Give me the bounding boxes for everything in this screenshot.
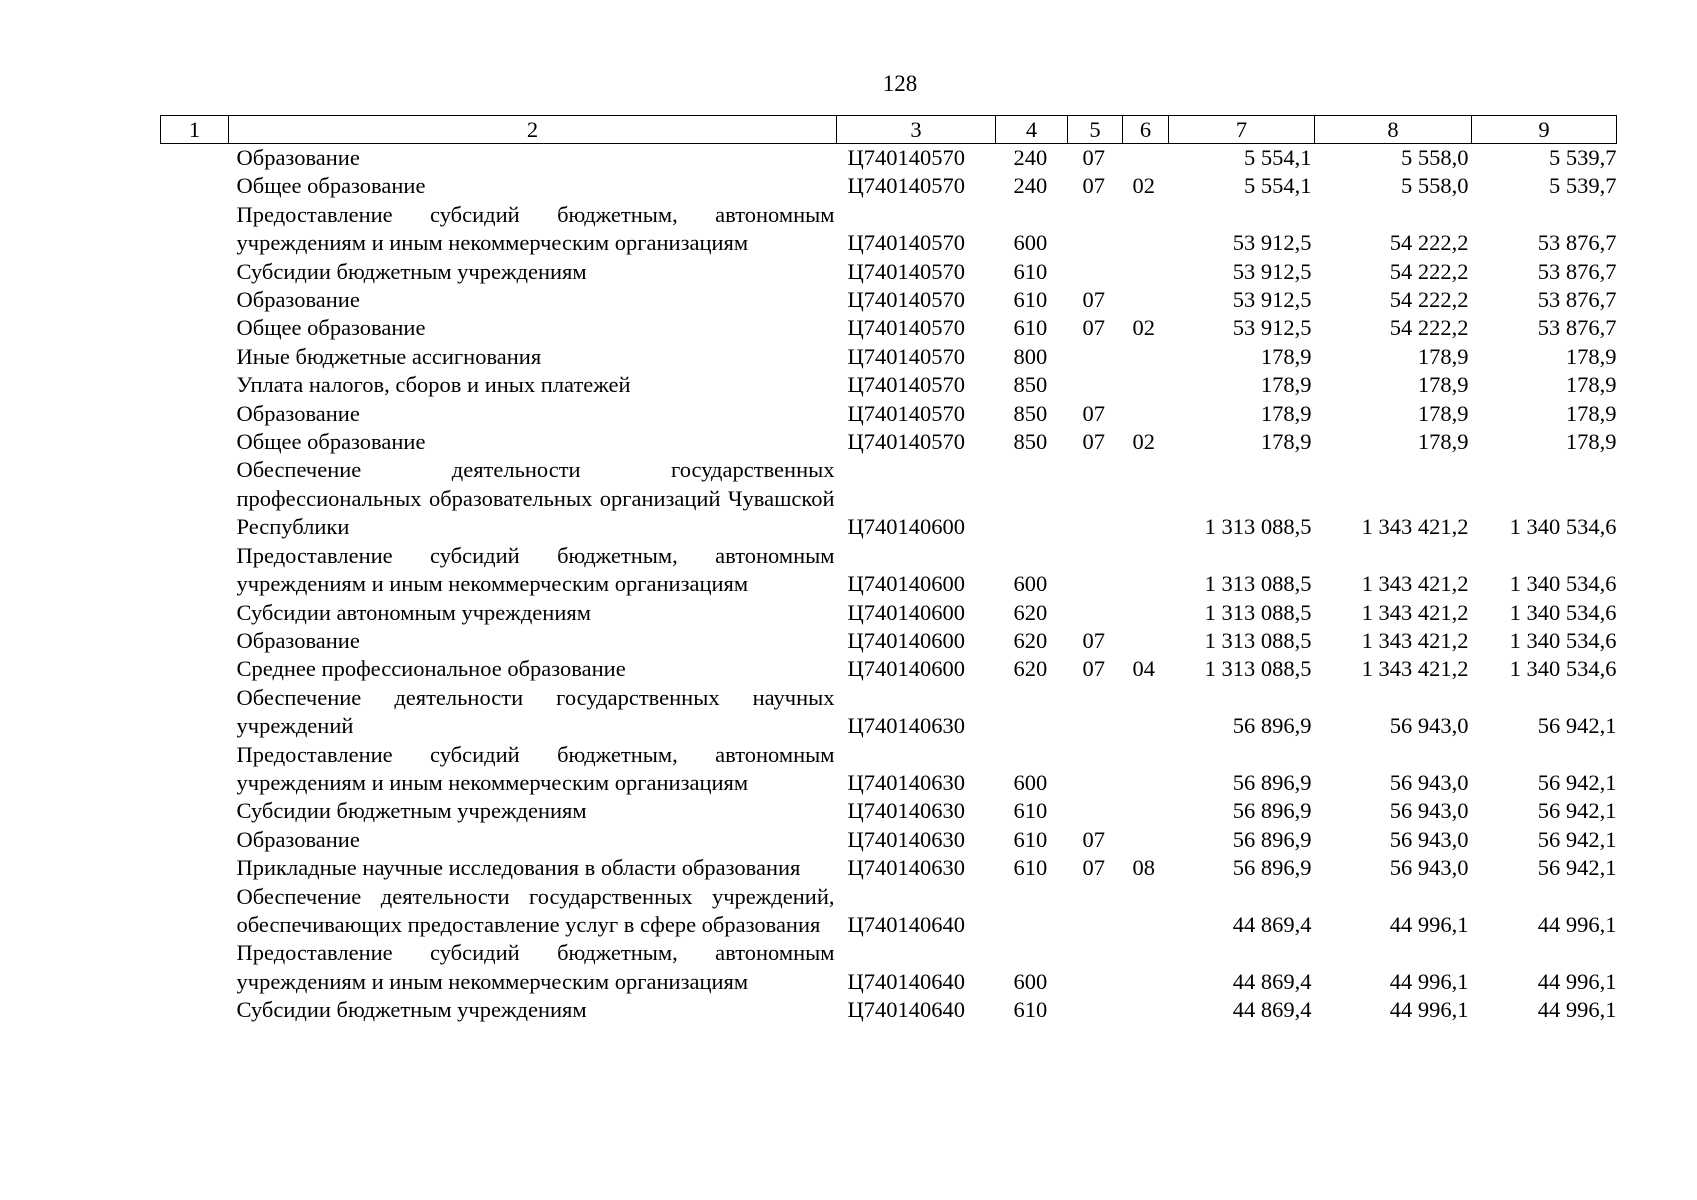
row-col-4: 240 xyxy=(1013,145,1048,170)
table-row xyxy=(161,201,1617,258)
row-name: Обеспечение деятельности государственных профессиональных образовательных организаций Чувашской Республики xyxy=(236,457,835,540)
row-col-6 xyxy=(1123,201,1169,258)
col-1-cell xyxy=(161,314,229,342)
row-col-4 xyxy=(996,684,1068,741)
row-col-6 xyxy=(1123,996,1169,1024)
row-name: Субсидии бюджетным учреждениям xyxy=(236,258,587,284)
row-value-8: 54 222,2 xyxy=(1389,315,1469,341)
row-code: Ц740140640 xyxy=(847,997,965,1023)
header-col-5: 5 xyxy=(1068,116,1123,144)
row-code: Ц740140640 xyxy=(847,911,965,937)
row-col-4: 850 xyxy=(1013,400,1048,426)
row-col-4: 600 xyxy=(1013,968,1048,994)
table-row xyxy=(161,456,1617,541)
row-value-7: 178,9 xyxy=(1260,343,1312,369)
row-value-9: 5 539,7 xyxy=(1549,173,1617,199)
row-code: Ц740140600 xyxy=(847,627,965,653)
col-1-cell xyxy=(161,371,229,399)
col-1-cell xyxy=(161,144,229,173)
row-name: Обеспечение деятельности государственных научных учреждений xyxy=(236,684,835,739)
row-col-5 xyxy=(1068,456,1123,541)
row-name: Предоставление субсидий бюджетным, автономным учреждениям и иным некоммерческим организациям xyxy=(236,741,835,795)
row-value-8: 56 943,0 xyxy=(1389,713,1469,739)
row-value-7: 56 896,9 xyxy=(1232,713,1312,739)
row-col-4: 610 xyxy=(1013,826,1048,852)
row-col-4: 800 xyxy=(1013,343,1048,369)
table-row xyxy=(161,655,1617,683)
row-value-8: 5 558,0 xyxy=(1401,145,1469,170)
row-code: Ц740140630 xyxy=(847,713,965,739)
row-col-6 xyxy=(1123,599,1169,627)
row-code: Ц740140570 xyxy=(847,429,965,455)
row-col-6 xyxy=(1123,797,1169,825)
row-value-7: 56 896,9 xyxy=(1232,798,1312,824)
row-col-6 xyxy=(1123,627,1169,655)
header-col-7: 7 xyxy=(1169,116,1315,144)
row-name: Образование xyxy=(236,400,360,426)
row-col-5 xyxy=(1068,371,1123,399)
col-1-cell xyxy=(161,797,229,825)
row-code: Ц740140570 xyxy=(847,173,965,199)
row-col-5 xyxy=(1068,599,1123,627)
row-value-8: 1 343 421,2 xyxy=(1361,656,1469,682)
row-value-9: 56 942,1 xyxy=(1537,769,1617,795)
row-value-7: 5 554,1 xyxy=(1244,145,1312,170)
row-col-5: 07 xyxy=(1082,429,1105,455)
row-code: Ц740140570 xyxy=(847,343,965,369)
row-value-9: 53 876,7 xyxy=(1537,258,1617,284)
row-col-4: 850 xyxy=(1013,372,1048,398)
row-col-5: 07 xyxy=(1082,627,1105,653)
row-col-4: 600 xyxy=(1013,769,1048,795)
row-col-4: 610 xyxy=(1013,997,1048,1023)
row-value-7: 1 313 088,5 xyxy=(1204,627,1312,653)
row-col-4: 610 xyxy=(1013,798,1048,824)
header-col-3: 3 xyxy=(837,116,996,144)
col-1-cell xyxy=(161,258,229,286)
row-name: Общее образование xyxy=(236,315,426,341)
row-col-6 xyxy=(1123,684,1169,741)
table-row xyxy=(161,854,1617,882)
table-row xyxy=(161,428,1617,456)
row-col-6 xyxy=(1123,939,1169,996)
table-row xyxy=(161,314,1617,342)
row-name: Уплата налогов, сборов и иных платежей xyxy=(236,372,631,398)
row-col-6 xyxy=(1123,343,1169,371)
row-value-8: 56 943,0 xyxy=(1389,769,1469,795)
table-body xyxy=(161,144,1617,1025)
row-col-5: 07 xyxy=(1082,287,1105,313)
row-code: Ц740140570 xyxy=(847,400,965,426)
row-col-6: 08 xyxy=(1132,855,1155,881)
table-row xyxy=(161,286,1617,314)
row-col-4: 620 xyxy=(1013,599,1048,625)
row-col-6 xyxy=(1123,286,1169,314)
row-code: Ц740140640 xyxy=(847,968,965,994)
table-row xyxy=(161,826,1617,854)
row-value-9: 44 996,1 xyxy=(1537,968,1617,994)
col-1-cell xyxy=(161,996,229,1024)
row-value-9: 56 942,1 xyxy=(1537,798,1617,824)
row-col-5 xyxy=(1068,542,1123,599)
row-value-8: 44 996,1 xyxy=(1389,968,1469,994)
row-col-5 xyxy=(1068,258,1123,286)
row-col-5 xyxy=(1068,939,1123,996)
row-value-7: 56 896,9 xyxy=(1232,826,1312,852)
row-value-7: 56 896,9 xyxy=(1232,855,1312,881)
row-col-5 xyxy=(1068,343,1123,371)
table-row xyxy=(161,172,1617,200)
row-value-8: 56 943,0 xyxy=(1389,798,1469,824)
table-header xyxy=(161,116,1617,144)
row-value-9: 56 942,1 xyxy=(1537,826,1617,852)
row-value-7: 53 912,5 xyxy=(1232,258,1312,284)
row-value-8: 5 558,0 xyxy=(1401,173,1469,199)
row-col-5: 07 xyxy=(1082,173,1105,199)
row-code: Ц740140570 xyxy=(847,287,965,313)
row-name: Предоставление субсидий бюджетным, автономным учреждениям и иным некоммерческим организациям xyxy=(236,201,835,256)
row-col-5: 07 xyxy=(1082,315,1105,341)
row-name: Субсидии бюджетным учреждениям xyxy=(236,798,587,824)
row-name: Обеспечение деятельности государственных учреждений, обеспечивающих предоставление услуг в сфере образования xyxy=(236,883,835,937)
row-value-7: 44 869,4 xyxy=(1232,968,1312,994)
row-value-8: 44 996,1 xyxy=(1389,911,1469,937)
row-col-5: 07 xyxy=(1082,145,1105,170)
row-value-7: 1 313 088,5 xyxy=(1204,514,1312,540)
table-row xyxy=(161,939,1617,996)
col-1-cell xyxy=(161,826,229,854)
row-col-4: 620 xyxy=(1013,656,1048,682)
col-1-cell xyxy=(161,627,229,655)
row-col-5: 07 xyxy=(1082,656,1105,682)
table-row xyxy=(161,371,1617,399)
row-col-5: 07 xyxy=(1082,400,1105,426)
row-value-8: 54 222,2 xyxy=(1389,287,1469,313)
row-value-8: 178,9 xyxy=(1417,429,1469,455)
budget-table xyxy=(160,115,1617,1025)
row-col-5 xyxy=(1068,996,1123,1024)
row-value-9: 44 996,1 xyxy=(1537,997,1617,1023)
row-code: Ц740140570 xyxy=(847,315,965,341)
row-value-8: 178,9 xyxy=(1417,400,1469,426)
col-1-cell xyxy=(161,343,229,371)
table-row xyxy=(161,741,1617,798)
row-value-7: 56 896,9 xyxy=(1232,769,1312,795)
row-value-8: 1 343 421,2 xyxy=(1361,627,1469,653)
col-1-cell xyxy=(161,741,229,798)
col-1-cell xyxy=(161,456,229,541)
row-value-7: 1 313 088,5 xyxy=(1204,571,1312,597)
row-value-9: 1 340 534,6 xyxy=(1509,656,1617,682)
row-code: Ц740140630 xyxy=(847,798,965,824)
row-code: Ц740140570 xyxy=(847,372,965,398)
row-code: Ц740140600 xyxy=(847,514,965,540)
row-name: Прикладные научные исследования в области образования xyxy=(236,855,801,881)
row-value-7: 1 313 088,5 xyxy=(1204,599,1312,625)
row-col-6 xyxy=(1123,883,1169,940)
row-name: Образование xyxy=(236,145,360,170)
row-value-8: 54 222,2 xyxy=(1389,230,1469,256)
row-name: Иные бюджетные ассигнования xyxy=(236,343,542,369)
header-col-1: 1 xyxy=(161,116,229,144)
row-value-9: 56 942,1 xyxy=(1537,713,1617,739)
row-col-4: 610 xyxy=(1013,258,1048,284)
row-col-4: 850 xyxy=(1013,429,1048,455)
table-row xyxy=(161,883,1617,940)
row-col-6: 04 xyxy=(1132,656,1155,682)
col-1-cell xyxy=(161,655,229,683)
row-value-7: 178,9 xyxy=(1260,400,1312,426)
header-row xyxy=(161,116,1617,144)
row-col-4: 610 xyxy=(1013,287,1048,313)
row-value-9: 178,9 xyxy=(1565,372,1617,398)
table-row xyxy=(161,343,1617,371)
table-row xyxy=(161,996,1617,1024)
row-value-9: 1 340 534,6 xyxy=(1509,627,1617,653)
row-name: Предоставление субсидий бюджетным, автономным учреждениям и иным некоммерческим организациям xyxy=(236,542,835,597)
row-value-9: 53 876,7 xyxy=(1537,287,1617,313)
table-row xyxy=(161,599,1617,627)
header-col-9: 9 xyxy=(1472,116,1617,144)
row-name: Образование xyxy=(236,287,360,313)
row-col-4: 610 xyxy=(1013,855,1048,881)
row-col-6 xyxy=(1123,542,1169,599)
row-col-5 xyxy=(1068,797,1123,825)
row-col-6: 02 xyxy=(1132,429,1155,455)
row-value-9: 1 340 534,6 xyxy=(1509,599,1617,625)
row-col-4 xyxy=(996,456,1068,541)
row-value-8: 56 943,0 xyxy=(1389,826,1469,852)
col-1-cell xyxy=(161,286,229,314)
row-col-6 xyxy=(1123,456,1169,541)
row-name: Образование xyxy=(236,627,360,653)
row-col-6: 02 xyxy=(1132,173,1155,199)
table-row xyxy=(161,400,1617,428)
row-code: Ц740140600 xyxy=(847,599,965,625)
row-value-8: 44 996,1 xyxy=(1389,997,1469,1023)
row-value-9: 1 340 534,6 xyxy=(1509,514,1617,540)
row-value-7: 53 912,5 xyxy=(1232,315,1312,341)
row-col-4: 620 xyxy=(1013,627,1048,653)
row-value-8: 54 222,2 xyxy=(1389,258,1469,284)
row-value-9: 178,9 xyxy=(1565,429,1617,455)
row-col-4: 240 xyxy=(1013,173,1048,199)
row-col-4: 610 xyxy=(1013,315,1048,341)
row-value-9: 178,9 xyxy=(1565,400,1617,426)
table-row xyxy=(161,258,1617,286)
table-row xyxy=(161,144,1617,173)
col-1-cell xyxy=(161,684,229,741)
row-col-6 xyxy=(1123,741,1169,798)
row-code: Ц740140570 xyxy=(847,145,965,170)
row-col-4: 600 xyxy=(1013,230,1048,256)
header-col-8: 8 xyxy=(1315,116,1472,144)
row-code: Ц740140600 xyxy=(847,571,965,597)
row-col-5: 07 xyxy=(1082,826,1105,852)
row-value-9: 1 340 534,6 xyxy=(1509,571,1617,597)
row-value-7: 5 554,1 xyxy=(1244,173,1312,199)
row-name: Образование xyxy=(236,826,360,852)
header-col-2: 2 xyxy=(229,116,837,144)
row-value-9: 53 876,7 xyxy=(1537,230,1617,256)
page-number: 128 xyxy=(882,71,918,96)
table-row xyxy=(161,684,1617,741)
row-code: Ц740140630 xyxy=(847,769,965,795)
row-col-6 xyxy=(1123,371,1169,399)
row-col-5 xyxy=(1068,741,1123,798)
row-value-9: 56 942,1 xyxy=(1537,855,1617,881)
row-value-7: 1 313 088,5 xyxy=(1204,656,1312,682)
row-col-5 xyxy=(1068,684,1123,741)
row-code: Ц740140600 xyxy=(847,656,965,682)
col-1-cell xyxy=(161,428,229,456)
row-name: Субсидии автономным учреждениям xyxy=(236,599,591,625)
row-code: Ц740140570 xyxy=(847,230,965,256)
header-col-4: 4 xyxy=(996,116,1068,144)
row-value-8: 178,9 xyxy=(1417,343,1469,369)
row-name: Субсидии бюджетным учреждениям xyxy=(236,997,587,1023)
col-1-cell xyxy=(161,400,229,428)
row-value-7: 44 869,4 xyxy=(1232,911,1312,937)
row-code: Ц740140570 xyxy=(847,258,965,284)
col-1-cell xyxy=(161,854,229,882)
col-1-cell xyxy=(161,201,229,258)
row-value-7: 53 912,5 xyxy=(1232,230,1312,256)
col-1-cell xyxy=(161,939,229,996)
table-row xyxy=(161,542,1617,599)
row-col-5 xyxy=(1068,201,1123,258)
row-value-7: 178,9 xyxy=(1260,429,1312,455)
table-row xyxy=(161,627,1617,655)
row-value-7: 44 869,4 xyxy=(1232,997,1312,1023)
col-1-cell xyxy=(161,172,229,200)
row-value-9: 5 539,7 xyxy=(1549,145,1617,170)
row-value-8: 56 943,0 xyxy=(1389,855,1469,881)
row-name: Общее образование xyxy=(236,429,426,455)
col-1-cell xyxy=(161,542,229,599)
row-col-5: 07 xyxy=(1082,855,1105,881)
row-value-8: 1 343 421,2 xyxy=(1361,599,1469,625)
row-col-6 xyxy=(1123,826,1169,854)
col-1-cell xyxy=(161,883,229,940)
row-col-4 xyxy=(996,883,1068,940)
row-col-4: 600 xyxy=(1013,571,1048,597)
row-col-5 xyxy=(1068,883,1123,940)
row-value-8: 178,9 xyxy=(1417,372,1469,398)
row-name: Предоставление субсидий бюджетным, автономным учреждениям и иным некоммерческим организациям xyxy=(236,940,835,994)
row-value-9: 53 876,7 xyxy=(1537,315,1617,341)
row-col-6: 02 xyxy=(1132,315,1155,341)
row-value-9: 44 996,1 xyxy=(1537,911,1617,937)
row-name: Среднее профессиональное образование xyxy=(236,656,626,682)
col-1-cell xyxy=(161,599,229,627)
header-col-6: 6 xyxy=(1123,116,1169,144)
row-col-6 xyxy=(1123,144,1169,173)
row-value-7: 178,9 xyxy=(1260,372,1312,398)
row-name: Общее образование xyxy=(236,173,426,199)
row-value-7: 53 912,5 xyxy=(1232,287,1312,313)
row-value-9: 178,9 xyxy=(1565,343,1617,369)
row-col-6 xyxy=(1123,400,1169,428)
row-col-6 xyxy=(1123,258,1169,286)
row-code: Ц740140630 xyxy=(847,855,965,881)
row-code: Ц740140630 xyxy=(847,826,965,852)
table-row xyxy=(161,797,1617,825)
row-value-8: 1 343 421,2 xyxy=(1361,514,1469,540)
row-value-8: 1 343 421,2 xyxy=(1361,571,1469,597)
